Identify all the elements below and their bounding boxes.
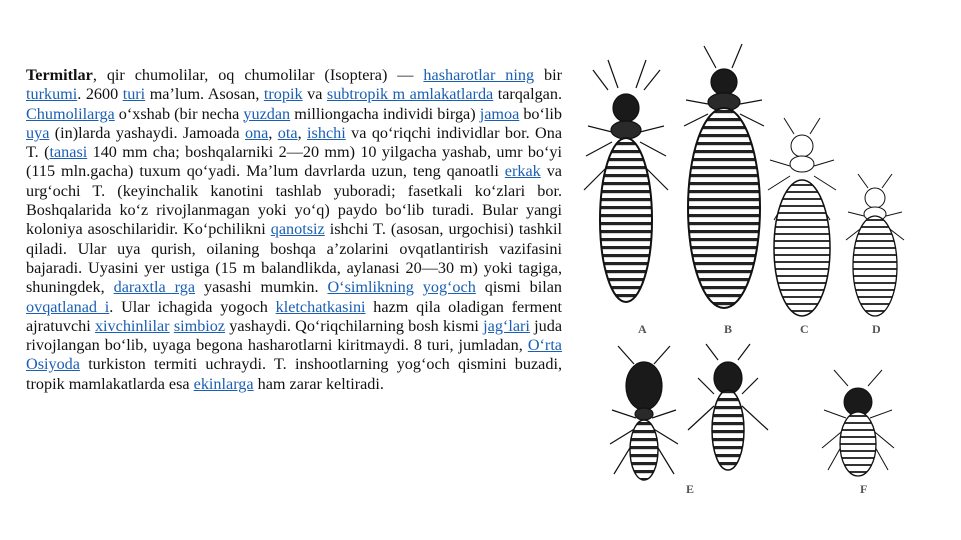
article-text-run: hazm qila oladigan ferment ajratuvchi (26, 297, 563, 335)
article-text-run: juda rivojlangan bo‘lib, uyaga begona hasharotlarni kiritmaydi. 8 turi, jumladan, (26, 316, 563, 355)
article-text-run: , (268, 123, 278, 142)
figure-label-e: E (686, 482, 696, 496)
article-text-run: tarqalgan. (493, 85, 563, 104)
article-link[interactable]: turi (122, 85, 146, 104)
termite-castes-drawing (578, 30, 918, 518)
termite-winged (688, 344, 768, 470)
article-link[interactable]: turkumi (26, 85, 78, 104)
article-text-run: qismi bilan (475, 278, 562, 297)
figure-label-c: C (800, 322, 810, 336)
article-link[interactable]: jamoa (479, 104, 520, 123)
article-link[interactable]: ekinlarga (193, 374, 254, 393)
article-text-run: yashaydi. Qo‘riqchilarning bosh kismi (225, 316, 484, 335)
article-link[interactable]: daraxtla rga (113, 278, 196, 297)
termite-f (822, 370, 894, 476)
article-link[interactable]: uya (26, 123, 50, 142)
article-link[interactable]: jag‘lari (483, 316, 530, 335)
article-link[interactable]: yog‘och (422, 278, 476, 297)
article-text-run: milliongacha individi birga) (290, 104, 480, 123)
article-text-run: va urg‘ochi T. (keyinchalik kanotini tashlab yuboradi; fasetkali ko‘zlari bor. Boshqalarida ko‘z rivojlanmagan yoki yo‘q) paydo bo‘lib turadi. Bular yangi koloniya asoschilaridir. Ko‘pchilikni (26, 162, 562, 239)
article-link[interactable]: tanasi (49, 143, 88, 162)
article-text-run: bir (534, 66, 562, 84)
termite-a (584, 60, 668, 302)
article-text-run: ham zarar keltiradi. (253, 374, 384, 393)
article-link[interactable]: ovqatlanad i (26, 297, 110, 316)
article-link[interactable]: ishchi (307, 123, 346, 142)
article-link[interactable]: Chumolilarga (26, 104, 115, 123)
article-link[interactable]: erkak (504, 162, 541, 181)
article-term: Termitlar (26, 66, 93, 84)
article-link[interactable]: ona (244, 123, 269, 142)
article-text-run: , qir chumolilar, oq chumolilar (Isoptera) — (92, 66, 424, 84)
termite-b (684, 44, 764, 308)
article-text-run: va (302, 85, 327, 104)
figure-label-a: A (638, 322, 648, 336)
article-link[interactable]: yuzdan (243, 104, 291, 123)
article-text-run: o‘xshab (bir necha (114, 104, 244, 123)
article-link[interactable]: qanotsiz (270, 220, 325, 239)
article-text-run: va qo‘riqchi individlar bor. Ona T. ( (26, 123, 563, 162)
article-text (26, 66, 562, 394)
figure-label-b: B (724, 322, 734, 336)
article-text-run: turkiston termiti uchraydi. T. inshootlarning yog‘och qismini buzadi, tropik mamlakatlarda esa (26, 355, 562, 393)
article-link[interactable]: O‘simlikning (327, 278, 414, 297)
termite-e (610, 346, 678, 480)
article-text-run: 140 mm cha; boshqalarniki 2—20 mm) 10 yilgacha yashab, umr bo‘yi (115 mln.gacha) tuxum qo‘yadi. Ma’lum davrlarda uzun, teng qanoatli (26, 143, 563, 181)
article-link[interactable]: O‘rta Osiyoda (26, 336, 562, 374)
termite-c (768, 118, 836, 316)
article-text-run: . 2600 (77, 85, 123, 104)
article-link[interactable]: xivchinlilar (94, 316, 170, 335)
article-text-run (414, 278, 423, 296)
article-link[interactable]: ota (277, 123, 298, 142)
figure-label-d: D (872, 322, 882, 336)
figure-label-f: F (860, 482, 869, 496)
article-link[interactable]: tropik (263, 85, 303, 104)
article-link[interactable]: kletchatkasini (275, 297, 366, 316)
article-text-run: yasashi mumkin. (195, 278, 328, 297)
article-text-run: ma’lum. Asosan, (145, 85, 264, 104)
article-link[interactable]: simbioz (173, 316, 226, 335)
article-text-run: bo‘lib (519, 104, 563, 123)
termite-illustration (578, 30, 918, 518)
termite-d (846, 174, 904, 316)
article-link[interactable]: hasharotlar ning (423, 66, 535, 84)
article-link[interactable]: subtropik m amlakatlarda (326, 85, 494, 104)
article-text-run: (in)larda yashaydi. Jamoada (49, 123, 245, 142)
article-text-run: . Ular ichagida yogoch (109, 297, 276, 316)
article-text-run: ishchi T. (asosan, urgochisi) tashkil qiladi. Ular uya qurish, oilaning boshqa a’zolarini ovqatlantirish vazifasini bajaradi. Uyasini yer ustiga (15 m balandlikda, aylanasi 20—30 m) yoki tagiga, shuningdek, (26, 220, 562, 297)
article-text-run: , (297, 123, 308, 142)
